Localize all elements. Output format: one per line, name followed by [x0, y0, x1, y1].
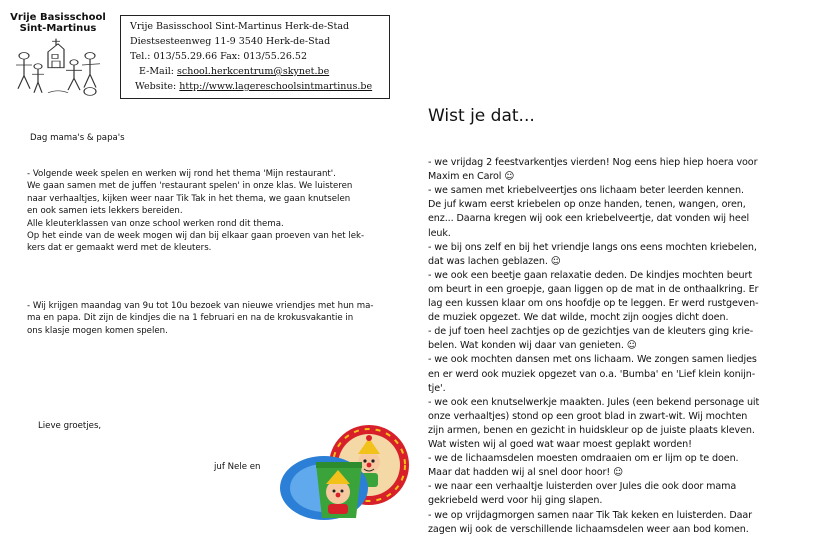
wist-line: de muziek opgezet. We dat wilde, mocht zijn oogjes dicht doen.	[428, 312, 729, 324]
paragraph-line: - Wij krijgen maandag van 9u tot 10u bezoek van nieuwe vriendjes met hun ma-	[27, 301, 374, 311]
wist-line: De juf kwam eerst kriebelen op onze handen, tenen, wangen, oren,	[428, 199, 746, 211]
wist-line: - we ook mochten dansen met ons lichaam. We zongen samen liedjes	[428, 354, 757, 366]
paragraph-line: ons klasje mogen komen spelen.	[27, 325, 168, 336]
wist-line: Wat wisten wij al goed wat waar moest geplakt worden!	[428, 439, 692, 450]
letter-signature: juf Nele en	[214, 462, 261, 472]
wist-line: zijn armen, benen en gezicht in huidskleur op de juiste plaats kleven.	[428, 424, 755, 436]
wist-line: dat was lachen geblazen. ☺	[428, 255, 561, 267]
wist-line: om beurt in een groepje, gaan liggen op de mat in de onthaalkring. Er	[428, 283, 759, 295]
school-contact-box	[120, 15, 390, 99]
wist-line: tje'.	[428, 382, 446, 394]
wist-line: zagen wij ook de verschillende lichaamsdelen weer aan bod komen.	[428, 523, 749, 535]
school-email	[139, 66, 329, 78]
wist-line: gekriebeld werd voor hij ging slapen.	[428, 495, 603, 507]
wist-line: Maxim en Carol ☺	[428, 171, 515, 183]
paragraph-line: We gaan samen met de juffen 'restaurant spelen' in onze klas. We luisteren	[27, 181, 353, 192]
bumba-plate-cup-illustration	[276, 420, 416, 522]
wist-line: - we samen met kriebelveertjes ons lichaam beter leerden kennen.	[428, 185, 744, 197]
logo-title-line-2: Sint-Martinus	[19, 23, 97, 34]
email-label: E-Mail:	[139, 66, 178, 77]
school-address: Diestsesteenweg 11-9 3540 Herk-de-Stad	[130, 36, 331, 47]
wist-je-dat-title: Wist je dat...	[428, 106, 535, 126]
website-link[interactable]: http://www.lagereschoolsintmartinus.be	[179, 81, 373, 92]
wist-line: - we op vrijdagmorgen samen naar Tik Tak keken en luisterden. Daar	[428, 509, 753, 521]
wist-line: lag een kussen klaar om ons hoofdje op te leggen. Er werd rustgeven-	[428, 298, 759, 309]
website-label: Website:	[135, 81, 180, 92]
wist-line: leuk.	[428, 227, 451, 239]
wist-line: - we vrijdag 2 feestvarkentjes vierden! Nog eens hiep hiep hoera voor	[428, 157, 758, 168]
paragraph-line: - Volgende week spelen en werken wij rond het thema 'Mijn restaurant'.	[27, 169, 336, 179]
paragraph-line: naar verhaaltjes, kijken weer naar Tik Tak in het thema, we gaan knutselen	[27, 193, 351, 204]
letter-closing: Lieve groetjes,	[38, 421, 102, 431]
paragraph-line: ma en papa. Dit zijn de kindjes die na 1 februari en na de krokusvakantie in	[27, 313, 354, 324]
wist-line: enz... Daarna kregen wij ook een kriebelveertje, dat vonden wij heel	[428, 213, 750, 225]
letter-greeting: Dag mama's & papa's	[30, 133, 125, 143]
paragraph-line: kers dat er gemaakt werd met de kleuters.	[27, 243, 212, 254]
school-website	[135, 81, 372, 93]
wist-line: Maar dat hadden wij al snel door hoor! ☺	[428, 467, 623, 479]
logo-title-line-1: Vrije Basisschool	[10, 12, 106, 23]
school-phone-fax: Tel.: 013/55.29.66 Fax: 013/55.26.52	[130, 51, 307, 62]
wist-line: - we ook een knutselwerkje maakten. Jules (een bekend personage uit	[428, 396, 760, 408]
school-logo-icon	[8, 36, 108, 102]
wist-line: belen. Wat konden wij daar van genieten. ☺	[428, 340, 637, 352]
email-link[interactable]: school.herkcentrum@skynet.be	[177, 66, 330, 77]
wist-line: - we bij ons zelf en bij het vriendje langs ons eens mochten kriebelen,	[428, 241, 757, 253]
wist-line: - we de lichaamsdelen moesten omdraaien om er lijm op te doen.	[428, 453, 739, 465]
wist-line: - we naar een verhaaltje luisterden over Jules die ook door mama	[428, 481, 737, 493]
wist-line: en er werd ook muziek opgezet van o.a. 'Bumba' en 'Lief klein konijn-	[428, 368, 756, 380]
school-logo-title	[6, 12, 110, 34]
paragraph-line: Op het einde van de week mogen wij dan bij elkaar gaan proeven van het lek-	[27, 231, 365, 241]
paragraph-line: Alle kleuterklassen van onze school werken rond dit thema.	[27, 218, 284, 229]
paragraph-line: en ook samen iets lekkers bereiden.	[27, 206, 183, 217]
wist-line: - de juf toen heel zachtjes op de gezichtjes van de kleuters ging krie-	[428, 326, 754, 338]
wist-line: onze verhaaltjes) stond op een groot blad in zwart-wit. Wij mochten	[428, 410, 748, 422]
school-name: Vrije Basisschool Sint-Martinus Herk-de-Stad	[130, 21, 350, 32]
wist-line: - we ook een beetje gaan relaxatie deden. De kindjes mochten beurt	[428, 269, 753, 281]
